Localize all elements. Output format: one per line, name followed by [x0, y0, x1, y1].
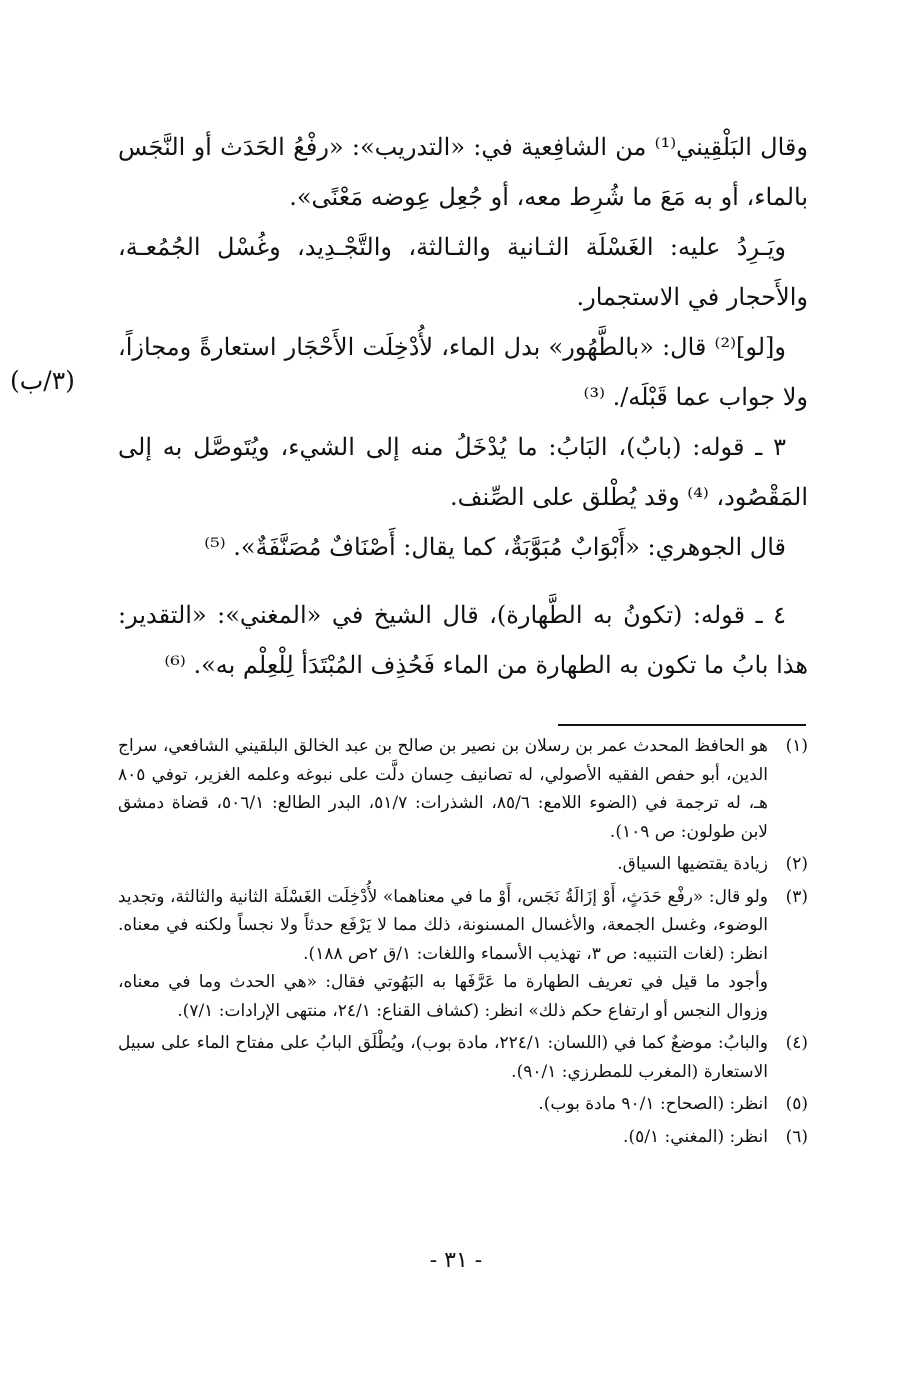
page-number: - ٣١ - [429, 1248, 483, 1273]
footnote-text: وأجود ما قيل في تعريف الطهارة ما عَرَّفَها به البَهُوتي فقال: «هي الحدث وما في معناه، وزوال النجس أو ارتفاع حكم ذلك» انظر: (كشاف القناع: ٢٤/١، منتهى الإرادات: ٧/١). [118, 972, 768, 1021]
footnote [118, 1029, 808, 1086]
footnote [118, 850, 808, 879]
footnote-number: (١) [785, 736, 808, 756]
footnote-body [118, 1090, 768, 1119]
footnote-divider [558, 724, 806, 726]
footnote-number: (٣) [785, 886, 808, 907]
main-text [118, 122, 808, 690]
main-paragraph: قال الجوهري: «أَبْوَابٌ مُبَوَّبَةٌ، كما يقال: أَصْنَافٌ مُصَنَّفَةٌ». ⁽⁵⁾ [204, 533, 786, 561]
footnote-number: (٤) [785, 1033, 808, 1053]
footnote-text: هو الحافظ المحدث عمر بن رسلان بن نصير بن صالح بن عبد الخالق البلقيني الشافعي، سراج الدين، أبو حفص الفقيه الأصولي، له تصانيف حِسان دلَّت على نبوغه وعلمه الغزير، توفي ٨٠٥ هـ، له ترجمة في (الضوء اللامع: ٨٥/٦، الشذرات: ٥١/٧، البدر الطالع: ٥٠٦/١، قضاة دمشق لابن طولون: ص ١٠٩). [118, 736, 768, 842]
folio-margin-note: (٣/ب) [10, 366, 75, 395]
main-paragraph: ٣ ـ قوله: (بابٌ)، البَابُ: ما يُدْخَلُ منه إلى الشيء، ويُتَوصَّل به إلى المَقْصُود، ⁽⁴⁾ وقد يُطْلق على الصِّنف. [118, 433, 808, 511]
main-paragraph: ويَـرِدُ عليه: الغَسْلَة الثـانية والثـالثة، والتَّجْـدِيد، وغُسْل الجُمُعـة، والأَحجار في الاستجمار. [118, 233, 808, 311]
footnote-number: (٥) [785, 1094, 808, 1114]
footnotes [118, 732, 808, 1155]
footnote-text: زيادة يقتضيها السياق. [617, 854, 768, 874]
footnote-body [118, 850, 768, 879]
footnote-body [118, 1029, 768, 1086]
footnote-text: ولو قال: «رفْع حَدَثٍ، أَوْ إزَالَةُ نَجَس، أَوْ ما في معناهما» لأُدْخِلَت الغَسْلَة الثانية والثالثة، وتجديد الوضوء، وغسل الجمعة، والأغسال المسنونة، ذلك مما لا يَرْفَع حدثاً ولا نجساً ولكنه في معناه. انظر: (لغات التنبيه: ص ٣، تهذيب الأسماء واللغات: ١/ق ٢ص ١٨٨). [118, 886, 768, 964]
main-paragraph: و[لو]⁽²⁾ قال: «بالطَّهُور» بدل الماء، لأُدْخِلَت الأَحْجَار استعارةً ومجازاً، ولا جواب عما قَبْلَه/. ⁽³⁾ [118, 333, 808, 411]
main-paragraph: وقال البَلْقِيني⁽¹⁾ من الشافِعية في: «التدريب»: «رفْعُ الحَدَث أو النَّجَس بالماء، أو به مَعَ ما شُرِط معه، أو جُعِل عِوضه مَعْنًى». [118, 133, 808, 211]
footnote-text: انظر: (المغني: ٥/١). [623, 1126, 768, 1147]
main-paragraph: ٤ ـ قوله: (تكونُ به الطَّهارة)، قال الشيخ في «المغني»: «التقدير: هذا بابُ ما تكون به الطهارة من الماء فَحُذِف المُبْتَدَأ لِلْعِلْم به». ⁽⁶⁾ [118, 601, 808, 679]
footnote-number: (٦) [785, 1126, 808, 1147]
footnote [118, 1123, 808, 1152]
footnote-body [118, 883, 768, 1026]
footnote [118, 732, 808, 846]
footnote-body [118, 1123, 768, 1152]
footnote [118, 883, 808, 1026]
footnote-body [118, 732, 768, 846]
footnote [118, 1090, 808, 1119]
footnote-text: انظر: (الصحاح: ٩٠/١ مادة بوب). [538, 1094, 768, 1114]
footnote-text: والبابُ: موضعٌ كما في (اللسان: ٢٢٤/١، مادة بوب)، ويُطْلَق البابُ على مفتاح الماء على سبيل الاستعارة (المغرب للمطرزي: ٩٠/١). [118, 1033, 768, 1082]
footnote-number: (٢) [785, 854, 808, 874]
